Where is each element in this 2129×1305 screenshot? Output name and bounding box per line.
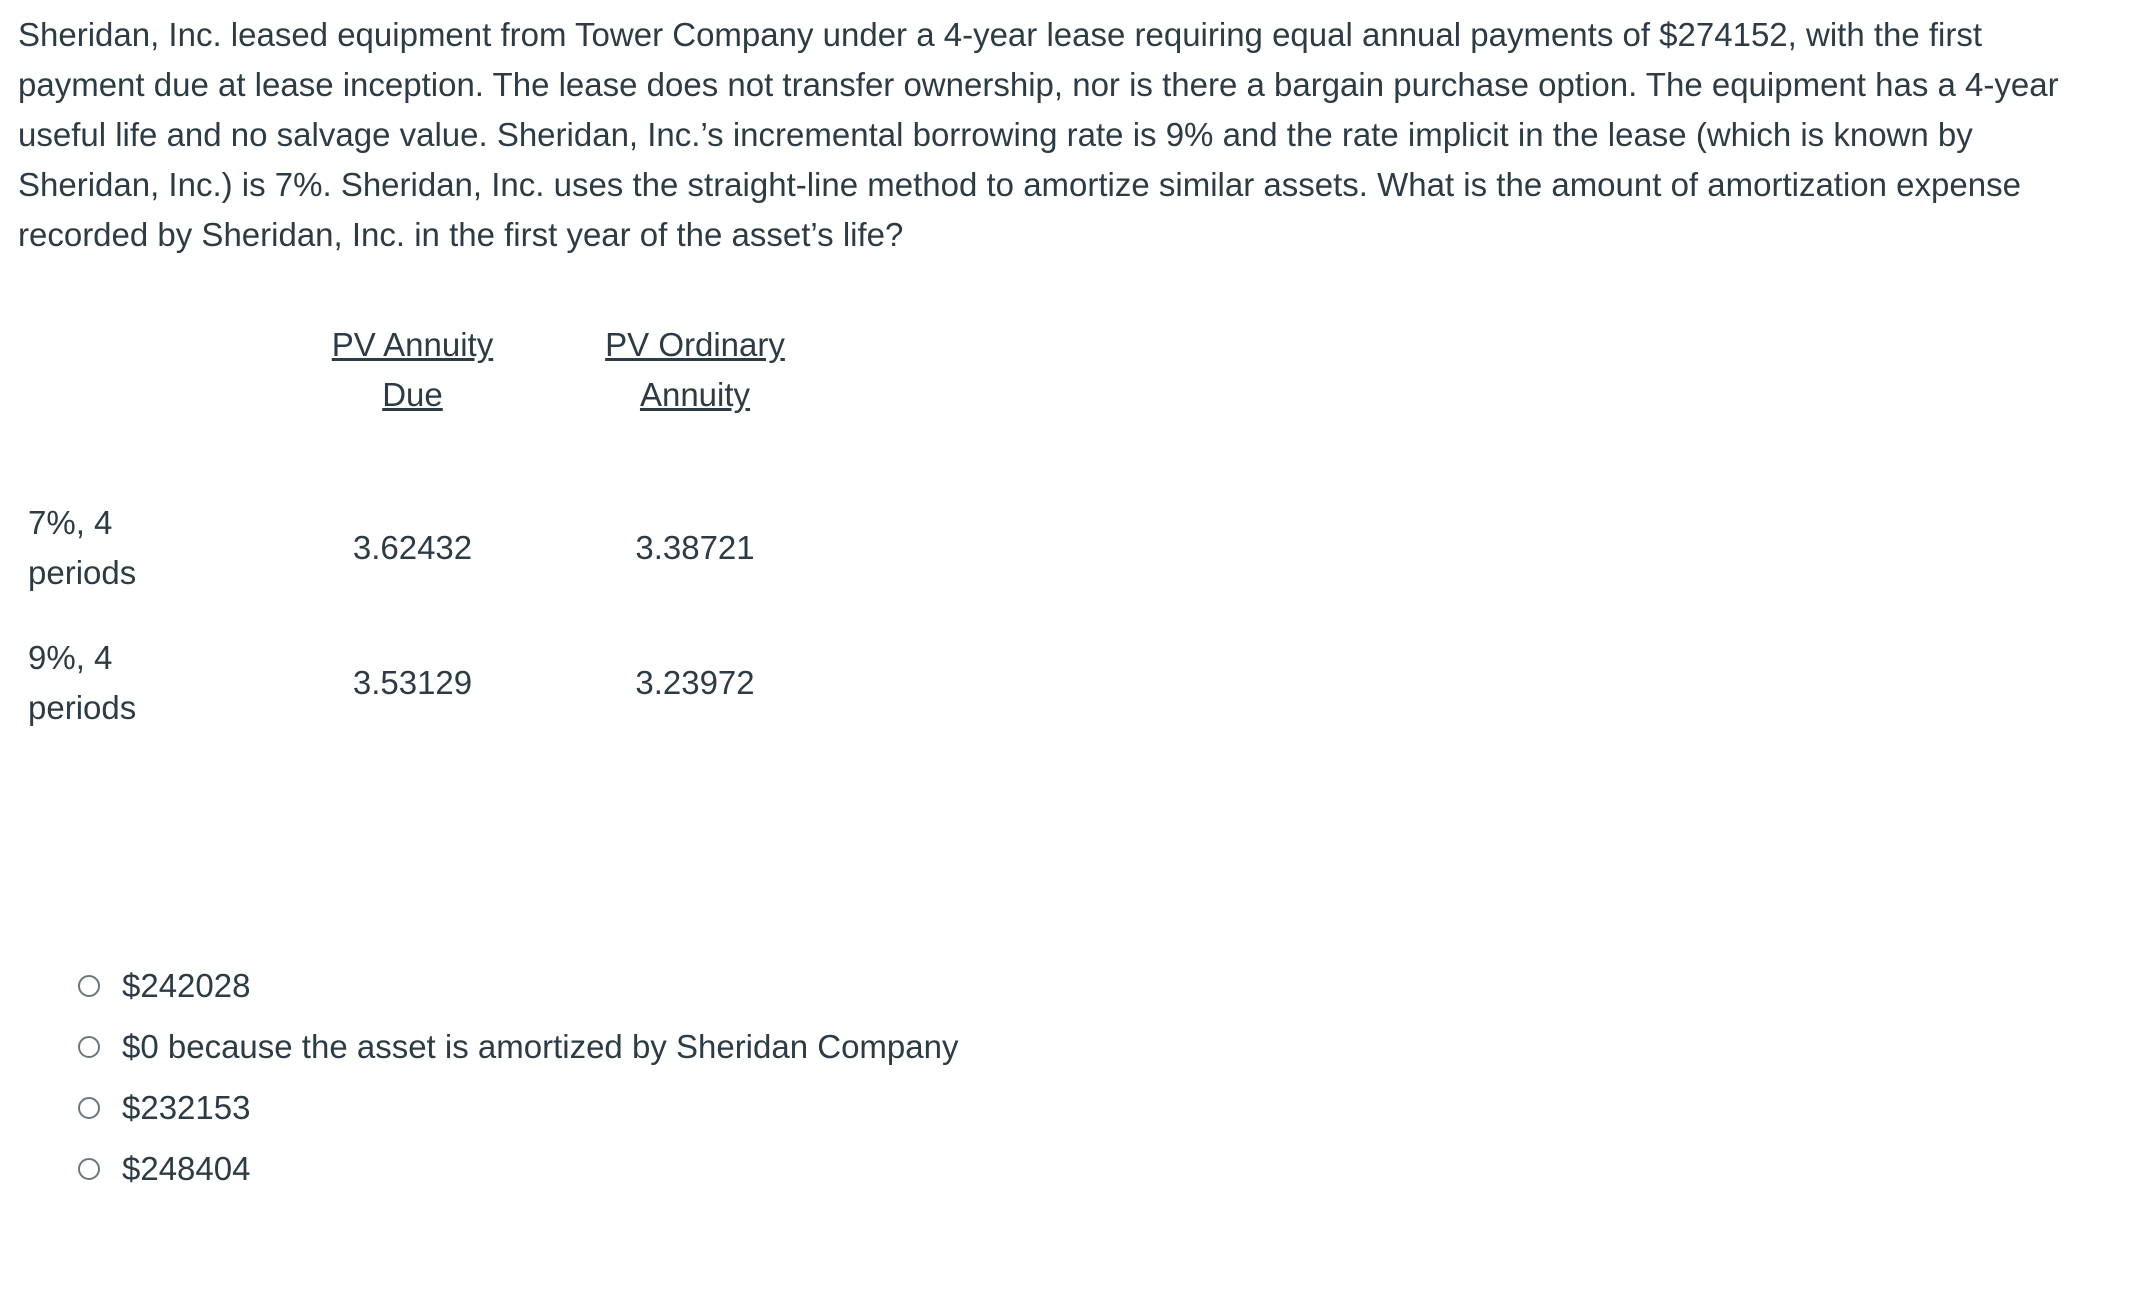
header-pv-annuity-due-line1: PV Annuity (331, 326, 494, 363)
answer-option-label[interactable]: $232153 (122, 1088, 251, 1126)
answer-option-label[interactable]: $0 because the asset is amortized by Sheridan Company (122, 1027, 959, 1065)
header-pv-ordinary-annuity-line2: Annuity (639, 376, 751, 413)
radio-button[interactable] (78, 1158, 100, 1180)
row-label-line1: 9%, 4 (28, 638, 113, 676)
radio-button[interactable] (78, 1036, 100, 1058)
table-header-row (28, 320, 855, 480)
empty-header-cell (28, 320, 290, 480)
radio-button[interactable] (78, 1097, 100, 1119)
header-pv-annuity-due (290, 320, 535, 480)
table-row (28, 480, 855, 615)
answer-option[interactable] (78, 955, 958, 1016)
pv-ordinary-annuity-value: 3.38721 (635, 528, 755, 566)
row-label (28, 615, 290, 750)
pv-factor-table (28, 320, 855, 750)
row-label-line1: 7%, 4 (28, 503, 113, 541)
header-pv-ordinary-annuity (535, 320, 855, 480)
answer-options (78, 955, 958, 1199)
question-text: Sheridan, Inc. leased equipment from Tower Company under a 4-year lease requiring equal annual payments of $274152, with the first payment due at lease inception. The lease does not transfer ownership, nor is there a bargain purchase option. The equipment has a 4-year useful life and no salvage value. Sheridan, Inc.’s incremental borrowing rate is 9% and the rate implicit in the lease (which is known by Sheridan, Inc.) is 7%. Sheridan, Inc. uses the straight-line method to amortize similar assets. What is the amount of amortization expense recorded by Sheridan, Inc. in the first year of the asset’s life? (18, 16, 2059, 253)
table-row (28, 615, 855, 750)
pv-ordinary-annuity-value: 3.23972 (635, 663, 755, 701)
pv-annuity-due-value: 3.53129 (352, 663, 473, 701)
answer-option[interactable] (78, 1138, 958, 1199)
radio-button[interactable] (78, 975, 100, 997)
answer-option-label[interactable]: $248404 (122, 1149, 251, 1187)
row-label-line2: periods (28, 553, 137, 591)
header-pv-ordinary-annuity-line1: PV Ordinary (605, 326, 785, 363)
answer-option[interactable] (78, 1077, 958, 1138)
answer-option-label[interactable]: $242028 (122, 966, 251, 1004)
row-label-line2: periods (28, 688, 137, 726)
row-label (28, 480, 290, 615)
answer-option[interactable] (78, 1016, 958, 1077)
header-pv-annuity-due-line2: Due (382, 376, 443, 413)
pv-annuity-due-value: 3.62432 (352, 528, 473, 566)
